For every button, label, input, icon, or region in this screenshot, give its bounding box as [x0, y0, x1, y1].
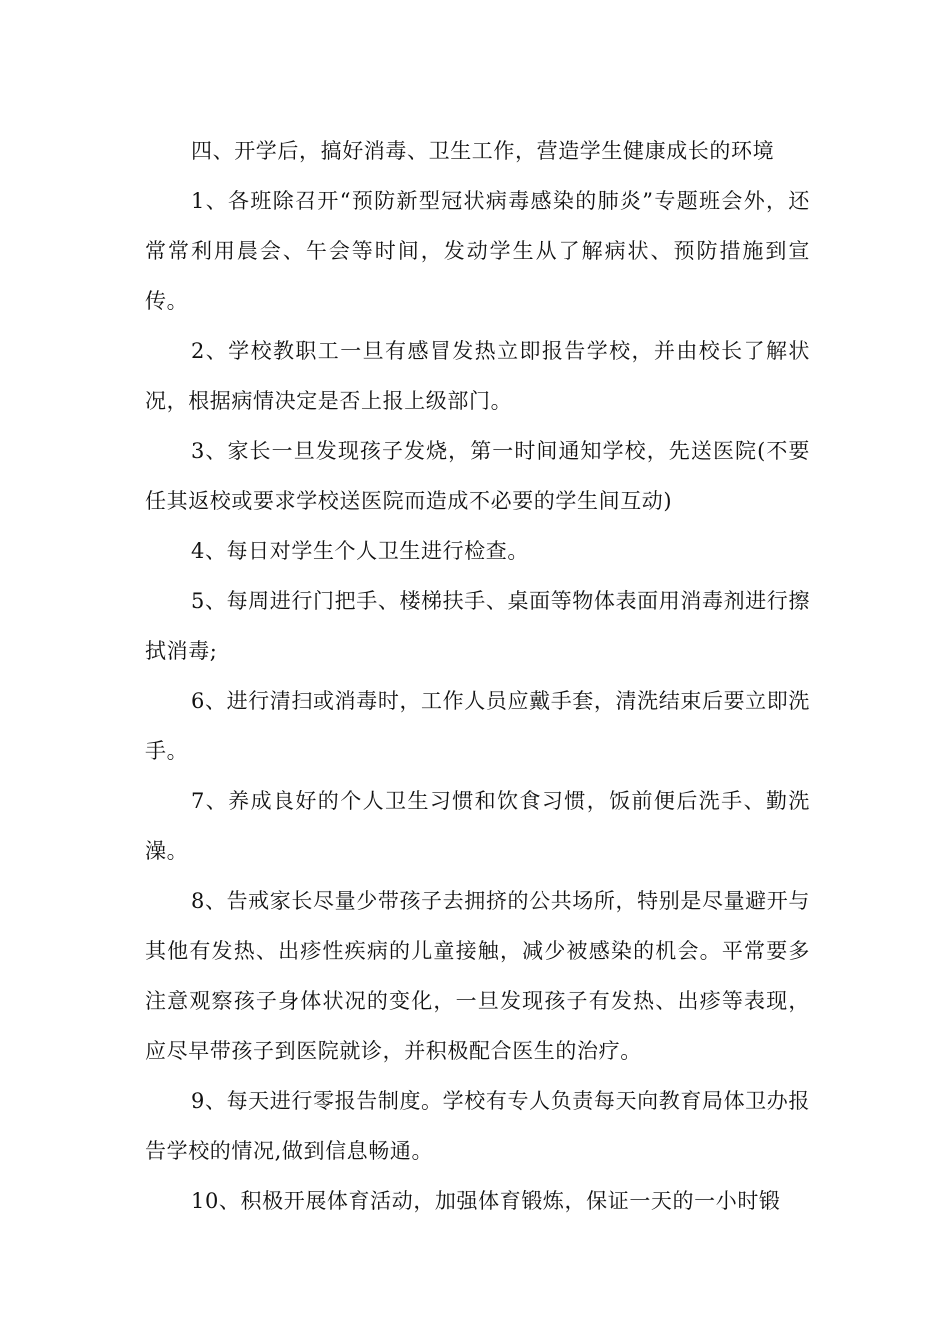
list-item-8: 8、告戒家长尽量少带孩子去拥挤的公共场所，特别是尽量避开与其他有发热、出疹性疾病的儿童接触，减少被感染的机会。平常要多注意观察孩子身体状况的变化，一旦发现孩子有发热、出疹等表现，应尽早带孩子到医院就诊，并积极配合医生的治疗。 [145, 889, 810, 1063]
list-item-2: 2、学校教职工一旦有感冒发热立即报告学校，并由校长了解状况，根据病情决定是否上报上级部门。 [145, 339, 810, 413]
list-item-3: 3、家长一旦发现孩子发烧，第一时间通知学校，先送医院(不要任其返校或要求学校送医院而造成不必要的学生间互动) [145, 439, 810, 513]
document-page [145, 126, 810, 1226]
list-item-9: 9、每天进行零报告制度。学校有专人负责每天向教育局体卫办报告学校的情况,做到信息畅通。 [145, 1089, 810, 1163]
section-heading: 四、开学后，搞好消毒、卫生工作，营造学生健康成长的环境 [191, 139, 775, 163]
list-item-10: 10、积极开展体育活动，加强体育锻炼，保证一天的一小时锻 [191, 1189, 781, 1213]
list-item-7: 7、养成良好的个人卫生习惯和饮食习惯，饭前便后洗手、勤洗澡。 [145, 789, 810, 863]
list-item-5: 5、每周进行门把手、楼梯扶手、桌面等物体表面用消毒剂进行擦拭消毒; [145, 589, 810, 663]
list-item-1: 1、各班除召开“预防新型冠状病毒感染的肺炎”专题班会外，还常常利用晨会、午会等时间，发动学生从了解病状、预防措施到宣传。 [145, 189, 810, 313]
list-item-4: 4、每日对学生个人卫生进行检查。 [191, 539, 529, 563]
list-item-6: 6、进行清扫或消毒时，工作人员应戴手套，清洗结束后要立即洗手。 [145, 689, 810, 763]
